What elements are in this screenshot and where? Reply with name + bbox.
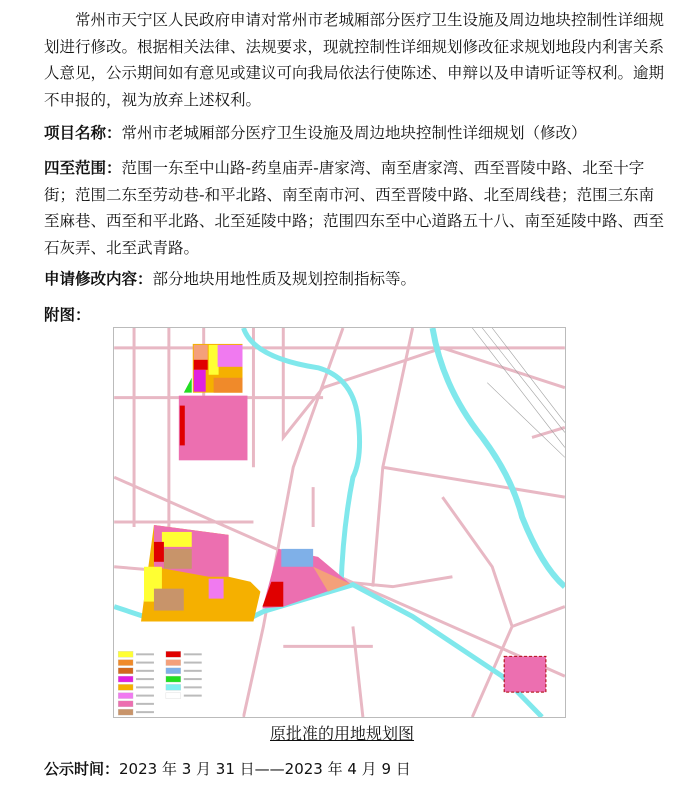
legend-swatch [118,676,133,682]
project-value: 常州市老城厢部分医疗卫生设施及周边地块控制性详细规划（修改） [121,124,587,142]
legend-label-mark [136,653,154,655]
legend-swatch [118,651,133,657]
legend-label-mark [136,711,154,713]
legend-label-mark [184,678,202,680]
content-value: 部分地块用地性质及规划控制指标等。 [152,270,417,288]
attachment-label: 附图： [44,306,91,324]
planning-area-4 [504,656,546,692]
legend-swatch [166,651,181,657]
legend-label-mark [184,695,202,697]
land-use-map [113,327,566,718]
legend-swatch [118,660,133,666]
legend-label-mark [136,695,154,697]
legend-label-mark [136,686,154,688]
legend-label-mark [136,670,154,672]
legend-swatch [118,668,133,674]
legend-label-mark [184,670,202,672]
publicity-label: 公示时间： [44,760,120,778]
legend-label-mark [184,662,202,664]
legend-swatch [166,660,181,666]
scope [44,155,664,261]
legend-label-mark [184,686,202,688]
scope-value: 范围一东至中山路-药皇庙弄-唐家湾、南至唐家湾、西至晋陵中路、北至十字街；范围二东至劳动巷-和平北路、南至南市河、西至晋陵中路、北至周线巷；范围三东南至麻巷、西至和平北路、北至延陵中路；范围四东至中心道路五十八、南至延陵中路、西至石灰弄、北至武青路。 [44,159,665,257]
legend-swatch [166,684,181,690]
legend-swatch [118,693,133,699]
legend-swatch [166,676,181,682]
content-label: 申请修改内容： [44,270,153,288]
publicity-period [44,758,411,779]
map-legend [116,649,242,717]
project-name [44,120,664,147]
modification-content [44,266,664,293]
legend-label-mark [136,703,154,705]
project-label: 项目名称： [44,124,122,142]
map-caption: 原批准的用地规划图 [270,724,415,743]
legend-swatch [118,701,133,707]
legend-swatch [118,684,133,690]
scope-label: 四至范围： [44,159,122,177]
legend-swatch [166,668,181,674]
legend-label-mark [184,653,202,655]
legend-label-mark [136,678,154,680]
publicity-value: 2023 年 3 月 31 日——2023 年 4 月 9 日 [119,760,411,778]
intro-paragraph: 常州市天宁区人民政府申请对常州市老城厢部分医疗卫生设施及周边地块控制性详细规划进行修改。根据相关法律、法规要求，现就控制性详细规划修改征求规划地段内利害关系人意见，公示期间如有意见或建议可向我局依法行使陈述、申辩以及申请听证等权利。逾期不申报的，视为放弃上述权利。 [44,11,665,109]
legend-swatch [166,693,181,699]
legend-label-mark [136,662,154,664]
legend-swatch [118,709,133,715]
